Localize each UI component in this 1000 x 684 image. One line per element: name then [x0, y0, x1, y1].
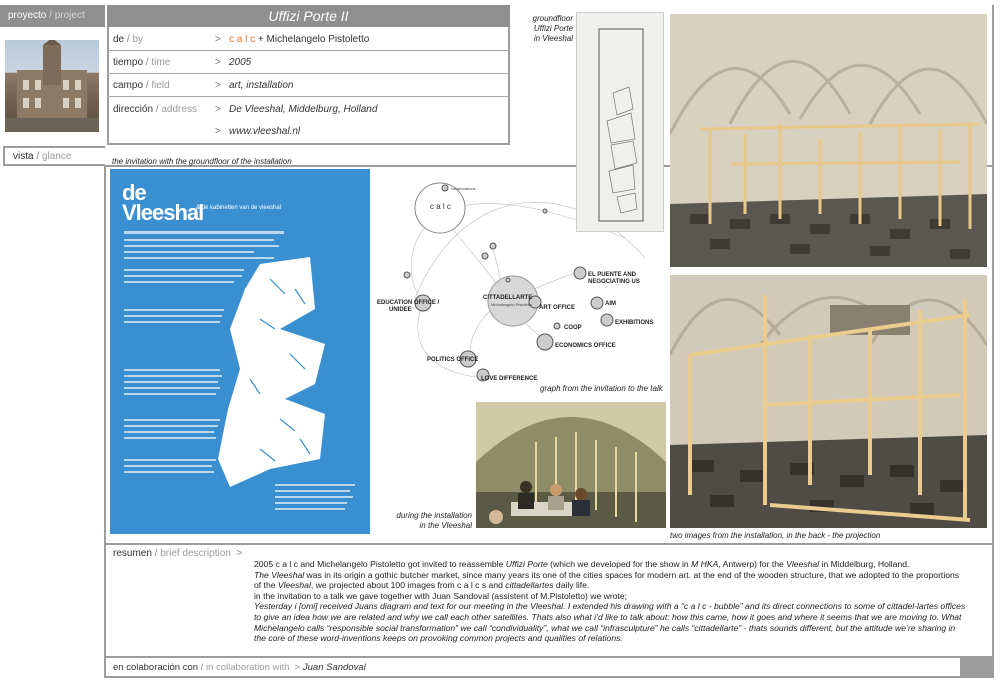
installation-photo-1 — [670, 14, 987, 267]
groundfloor-plan — [576, 12, 664, 232]
node-love-difference: LOVE DIFFERENCE — [481, 376, 538, 382]
website-link[interactable]: www.vleeshal.nl — [229, 125, 301, 137]
node-coop: COOP — [564, 325, 582, 331]
project-label: proyecto — [8, 10, 47, 21]
desc-p2-d: , we projected about 100 images from c a l c s and — [310, 580, 506, 591]
arrow-glyph: > — [215, 125, 221, 137]
building-image — [5, 40, 99, 132]
node-calc: c a l c — [430, 202, 451, 211]
field-row-by: de / by > c a l c + Michelangelo Pistoletto — [107, 29, 510, 51]
node-education: EDUCATION OFFICE / — [377, 300, 440, 306]
node-cittadellarte-sub: Michelangelo Pistoletto — [491, 302, 533, 307]
desc-p2-b: was in its origin a gothic butcher market, since many years its one of the cities spaces for modern art. at the end of the wooden structure, that we adopted to the proportions of the — [254, 569, 960, 591]
field-label-address: dirección — [113, 103, 154, 115]
field-value-field: art, installation — [229, 80, 294, 91]
arrow-glyph: > — [215, 80, 221, 91]
caption-during-2: in the Vleeshal — [419, 521, 472, 530]
desc-p2-e: cittadellartes — [505, 580, 554, 591]
desc-p3: in the invitation to a talk we gave together with Juan Sandoval (assistent of M.Pistoletto) we wrote; — [254, 590, 628, 601]
field-label-field: campo — [113, 80, 144, 91]
field-value-address: De Vleeshal, Middelburg, Holland — [229, 103, 378, 115]
installation-photo-2 — [670, 275, 987, 528]
caption-groundfloor — [515, 14, 573, 44]
vista-label-en: glance — [41, 151, 72, 162]
field-row-website — [107, 120, 510, 142]
caption-groundfloor-2: Uffizi Porte — [533, 24, 573, 33]
desc-p1-a: 2005 c a l c and Michelangelo Pistoletto got invited to reassemble — [254, 559, 506, 569]
poster-brand: de Vleeshal — [122, 180, 204, 225]
node-education-2: UNIDEE — [389, 307, 412, 313]
desc-p2-a: The Vleeshal — [254, 569, 305, 580]
resumen-label: resumen / brief description > — [113, 548, 243, 559]
field-value-by: + Michelangelo Pistoletto — [257, 34, 370, 45]
node-aim: AIM — [605, 301, 616, 307]
resumen-label-en: brief description — [160, 548, 231, 559]
field-label-by: de — [113, 34, 125, 45]
desc-p1-g: in Middelburg, Holland. — [819, 559, 910, 569]
caption-during-1: during the installation — [396, 511, 472, 520]
project-label-box: proyecto / project — [0, 5, 105, 27]
installation-photo-3 — [476, 402, 666, 528]
field-label-field-en: field — [151, 80, 170, 91]
caption-groundfloor-3: in Vleeshal — [533, 34, 573, 43]
poster-subtitle: & de kabinetten van de vleeshal — [196, 205, 282, 211]
node-cittadellarte: CITTADELLARTE — [483, 295, 533, 301]
field-value-time: 2005 — [229, 57, 252, 68]
collab-label-es: en colaboración con — [113, 662, 199, 673]
desc-p2-c: Vleeshal — [277, 580, 311, 591]
node-collaborations: collaborations — [451, 186, 476, 191]
field-label-by-en: by — [132, 34, 144, 45]
building-thumbnail — [5, 40, 99, 132]
node-politics: POLITICS OFFICE — [427, 357, 479, 363]
node-el-puente: EL PUENTE AND — [588, 272, 637, 278]
field-label-time: tiempo — [113, 57, 144, 68]
caption-during — [386, 511, 472, 531]
field-row-time: tiempo / time > 2005 — [107, 52, 510, 74]
resumen-label-es: resumen — [113, 548, 152, 559]
title-bar — [107, 5, 510, 27]
caption-graph: graph from the invitation to the talk — [540, 384, 663, 393]
poster-floorplan — [110, 169, 370, 534]
desc-p1-e: , Antwerp) for the — [718, 559, 787, 569]
arrow-glyph: > — [215, 34, 221, 45]
vista-label-box: vista / glance — [3, 146, 105, 166]
field-row-address: dirección / address > De Vleeshal, Middelburg, Holland — [113, 103, 378, 115]
project-label-en: project — [54, 10, 85, 21]
node-el-puente-2: NEGOCIATING US — [588, 279, 640, 285]
page-title: Uffizi Porte II — [268, 8, 349, 24]
field-row-field: campo / field > art, installation — [107, 75, 510, 97]
desc-p1-f: Vleeshal — [786, 559, 820, 569]
desc-p1-c: (which we developed for the show in — [547, 559, 692, 569]
desc-p4: Yesterday i [omi] received Juans diagram and text for our meeting in the Vleeshal. I extended his drawing with a “c a l c - bubble” and its direct connections to some of cittadel-lartes offices to give an idea how we are related and why we call each other satellites. Thats also what i’d like to talk about: how this came, how it goes and where it seems that we are moving to. What Michelangelo calls “responsible social transformation” we call “condividuality”, what we call “infrasculpture” he calls “cittadellarte” - thats sounds different, but the attitude we’re sharing in the core of these word-inventions keeps on provoking common projects and qualities of relations. — [254, 601, 966, 644]
description-text — [254, 559, 966, 644]
desc-p2-f: daily life. — [553, 580, 590, 591]
caption-invitation: the invitation with the groundfloor of the installation — [112, 157, 292, 166]
node-exhibitions: EXHIBITIONS — [615, 320, 654, 326]
caption-groundfloor-1: groundfloor — [532, 14, 573, 23]
collab-grey-block — [962, 656, 994, 678]
arrow-glyph: > — [215, 57, 221, 68]
right-border-top — [992, 5, 994, 167]
desc-p1-d: M HKA — [691, 559, 719, 569]
node-art-office: ART OFFICE — [539, 305, 575, 311]
field-label-time-en: time — [151, 57, 171, 68]
field-label-address-en: address — [161, 103, 197, 115]
arrow-glyph: > — [215, 103, 221, 115]
node-economics: ECONOMICS OFFICE — [555, 343, 616, 349]
desc-p1-b: Uffizi Porte — [505, 559, 548, 569]
calc-accent: c a l c — [229, 34, 256, 45]
invitation-poster — [110, 169, 370, 534]
collab-label-en: in collaboration with — [205, 662, 290, 673]
collab-value: Juan Sandoval — [302, 662, 366, 673]
collab-label: en colaboración con / in collaboration with > Juan Sandoval — [113, 662, 366, 673]
caption-two-images: two images from the installation, in the back - the projection — [670, 531, 881, 540]
vista-label: vista — [13, 151, 34, 162]
